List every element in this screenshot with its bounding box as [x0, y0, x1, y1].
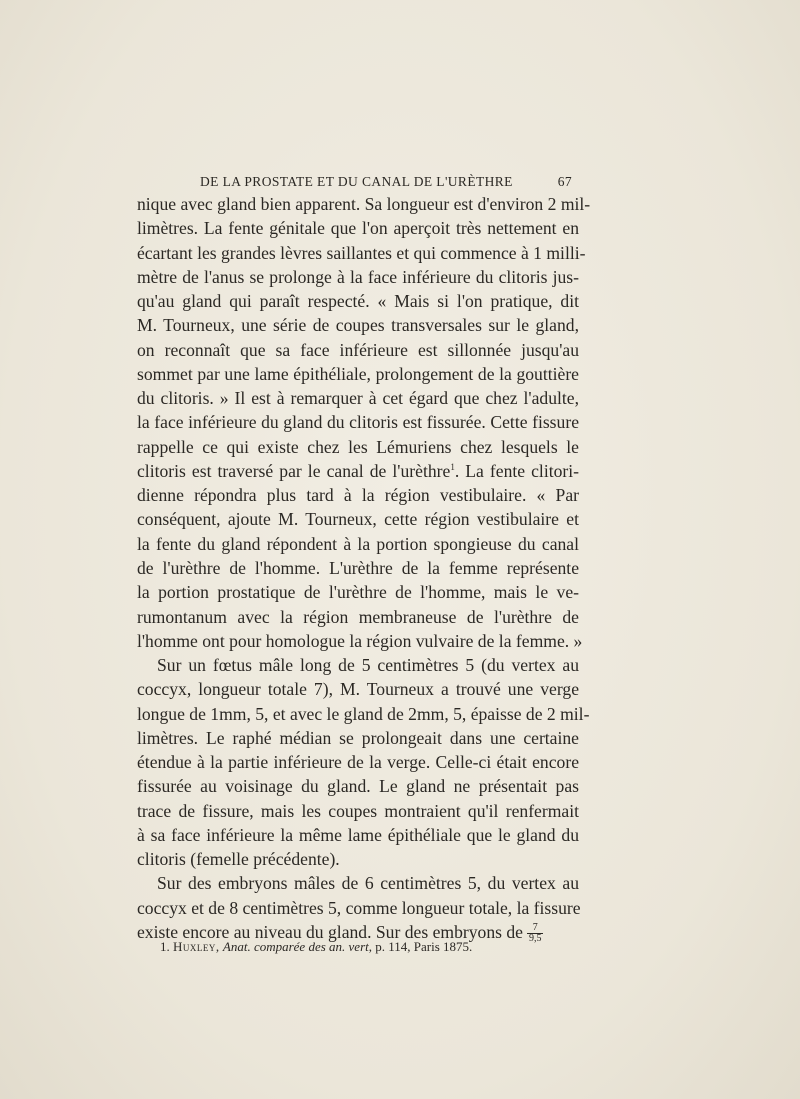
text-line: coccyx et de 8 centimètres 5, comme longueur totale, la fissure	[137, 897, 581, 918]
running-title: DE LA PROSTATE ET DU CANAL DE L'URÈTHRE	[200, 174, 513, 189]
footnote	[160, 939, 580, 955]
text-line: Sur un fœtus mâle long de 5 centimètres 5 (du vertex au	[157, 655, 579, 676]
text-line: trace de fissure, mais les coupes montraient qu'il renfermait	[137, 800, 579, 821]
text-fragment: . La fente clitori-	[454, 460, 580, 481]
text-line: sommet par une lame épithéliale, prolongement de la gouttière	[137, 363, 579, 384]
body-text	[137, 192, 591, 945]
text-line: rumontanum avec la région membraneuse de l'urèthre de	[137, 606, 579, 627]
text-fragment: clitoris est traversé par le canal de l'urèthre	[137, 460, 451, 481]
fraction-denominator: 9,5	[528, 933, 542, 945]
text-line: limètres. La fente génitale que l'on aperçoit très nettement en	[137, 218, 579, 239]
fraction-numerator: 7	[527, 923, 544, 934]
text-line: limètres. Le raphé médian se prolongeait dans une certaine	[137, 727, 579, 748]
text-line: fissurée au voisinage du gland. Le gland ne présentait pas	[137, 776, 579, 797]
text-line: étendue à la partie inférieure de la verge. Celle-ci était encore	[137, 752, 579, 773]
text-line: à sa face inférieure la même lame épithéliale que le gland du	[137, 824, 579, 845]
text-line: l'homme ont pour homologue la région vulvaire de la femme. »	[137, 630, 583, 651]
text-fragment: existe encore au niveau du gland. Sur des embryons de	[137, 921, 523, 942]
text-line	[137, 459, 579, 483]
text-line: de l'urèthre de l'homme. L'urèthre de la femme représente	[137, 557, 579, 578]
text-line: M. Tourneux, une série de coupes transversales sur le gland,	[137, 315, 579, 336]
text-line: écartant les grandes lèvres saillantes et qui commence à 1 milli-	[137, 242, 586, 263]
footnote-title: Anat. comparée des an. vert	[222, 939, 369, 954]
text-line: longue de 1mm, 5, et avec le gland de 2mm, 5, épaisse de 2 mil-	[137, 703, 590, 724]
footnote-rest: , p. 114, Paris 1875.	[368, 939, 473, 954]
text-line: rappelle ce qui existe chez les Lémuriens chez lesquels le	[137, 436, 579, 457]
text-line: la fente du gland répondent à la portion spongieuse du canal	[137, 533, 579, 554]
text-line: Sur des embryons mâles de 6 centimètres 5, du vertex au	[157, 873, 579, 894]
text-line: conséquent, ajoute M. Tourneux, cette région vestibulaire et	[137, 509, 579, 530]
footnote-author: Huxley,	[173, 939, 220, 954]
text-line: qu'au gland qui paraît respecté. « Mais si l'on pratique, dit	[137, 291, 579, 312]
text-line: clitoris (femelle précédente).	[137, 849, 340, 870]
text-line: on reconnaît que sa face inférieure est sillonnée jusqu'au	[137, 339, 579, 360]
text-line: la portion prostatique de l'urèthre de l'homme, mais le ve-	[137, 582, 579, 603]
footnote-marker: 1	[450, 462, 455, 473]
text-line: coccyx, longueur totale 7), M. Tourneux a trouvé une verge	[137, 679, 579, 700]
text-line: du clitoris. » Il est à remarquer à cet égard que chez l'adulte,	[137, 388, 579, 409]
text-line: dienne répondra plus tard à la région vestibulaire. « Par	[137, 485, 579, 506]
text-line: nique avec gland bien apparent. Sa longueur est d'environ 2 mil-	[137, 194, 591, 214]
footnote-number: 1.	[160, 939, 170, 954]
text-line: la face inférieure du gland du clitoris est fissurée. Cette fissure	[137, 412, 579, 433]
page-number: 67	[557, 174, 572, 189]
text-line: mètre de l'anus se prolonge à la face inférieure du clitoris jus-	[137, 266, 579, 287]
